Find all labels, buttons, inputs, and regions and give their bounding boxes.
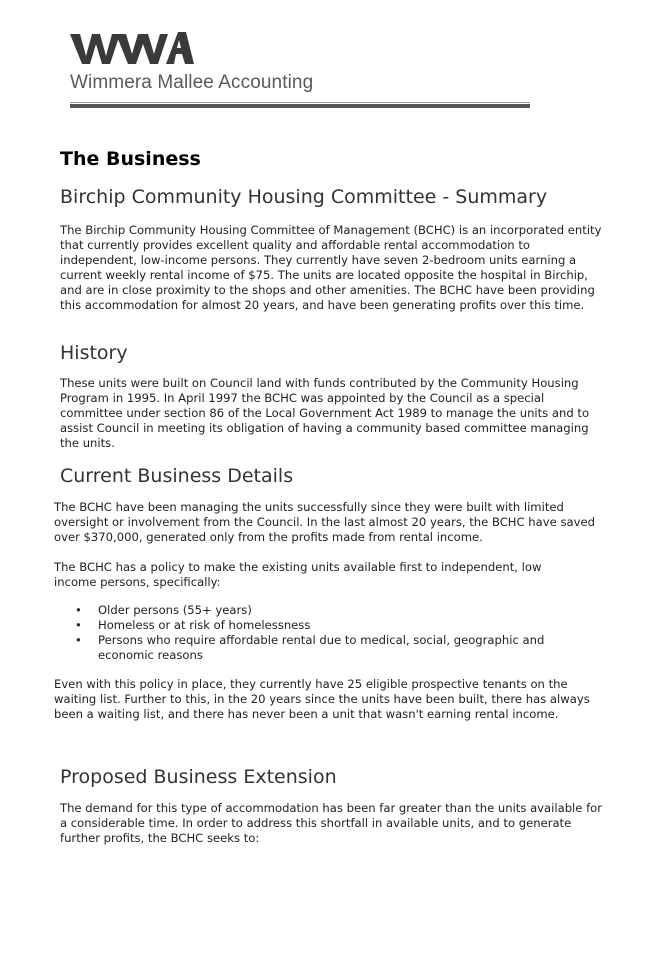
history-paragraph: These units were built on Council land with funds contributed by the Community Housing Program in 1995. In April 1997 the BCHC was appointed by the Council as a special committee under section 86 of the Local Government Act 1989 to manage the units and to assist Council in meeting its obligation of having a community based committee managing the units. xyxy=(60,376,590,450)
header-divider-thin xyxy=(70,102,530,103)
company-logo xyxy=(70,30,194,66)
list-item: • Persons who require affordable rental due to medical, social, geographic and economic reasons xyxy=(75,633,575,663)
header-divider xyxy=(70,104,530,108)
company-name: Wimmera Mallee Accounting xyxy=(70,72,314,93)
current-details-paragraph-3: Even with this policy in place, they currently have 25 eligible prospective tenants on the waiting list. Further to this, in the 20 years since the units have been built, there has always been a waiting list, and there has never been a unit that wasn't earning rental income. xyxy=(54,677,590,721)
list-item: • Homeless or at risk of homelessness xyxy=(75,618,575,633)
list-item: • Older persons (55+ years) xyxy=(75,603,575,618)
history-heading: History xyxy=(60,342,128,364)
page-title: The Business xyxy=(60,148,201,170)
proposed-paragraph: The demand for this type of accommodation has been far greater than the units available for a considerable time. In order to address this shortfall in available units, and to generate further profits, the BCHC seeks to: xyxy=(60,801,603,845)
current-details-heading: Current Business Details xyxy=(60,465,294,487)
summary-paragraph: The Birchip Community Housing Committee of Management (BCHC) is an incorporated entity that currently provides excellent quality and affordable rental accommodation to independent, low-income persons. They currently have seven 2-bedroom units earning a current weekly rental income of $75. The units are located opposite the hospital in Birchip, and are in close proximity to the shops and other amenities. The BCHC have been providing this accommodation for almost 20 years, and have been generating profits over this time. xyxy=(60,223,602,312)
current-details-paragraph-2: The BCHC has a policy to make the existing units available first to independent, low income persons, specifically: xyxy=(54,560,542,589)
summary-heading: Birchip Community Housing Committee - Summary xyxy=(60,186,548,208)
wma-logo-mark-icon xyxy=(70,30,194,66)
proposed-heading: Proposed Business Extension xyxy=(60,766,337,788)
eligibility-list xyxy=(75,603,575,663)
current-details-paragraph-1: The BCHC have been managing the units successfully since they were built with limited oversight or involvement from the Council. In the last almost 20 years, the BCHC have saved over $370,000, generated only from the profits made from rental income. xyxy=(54,500,595,544)
